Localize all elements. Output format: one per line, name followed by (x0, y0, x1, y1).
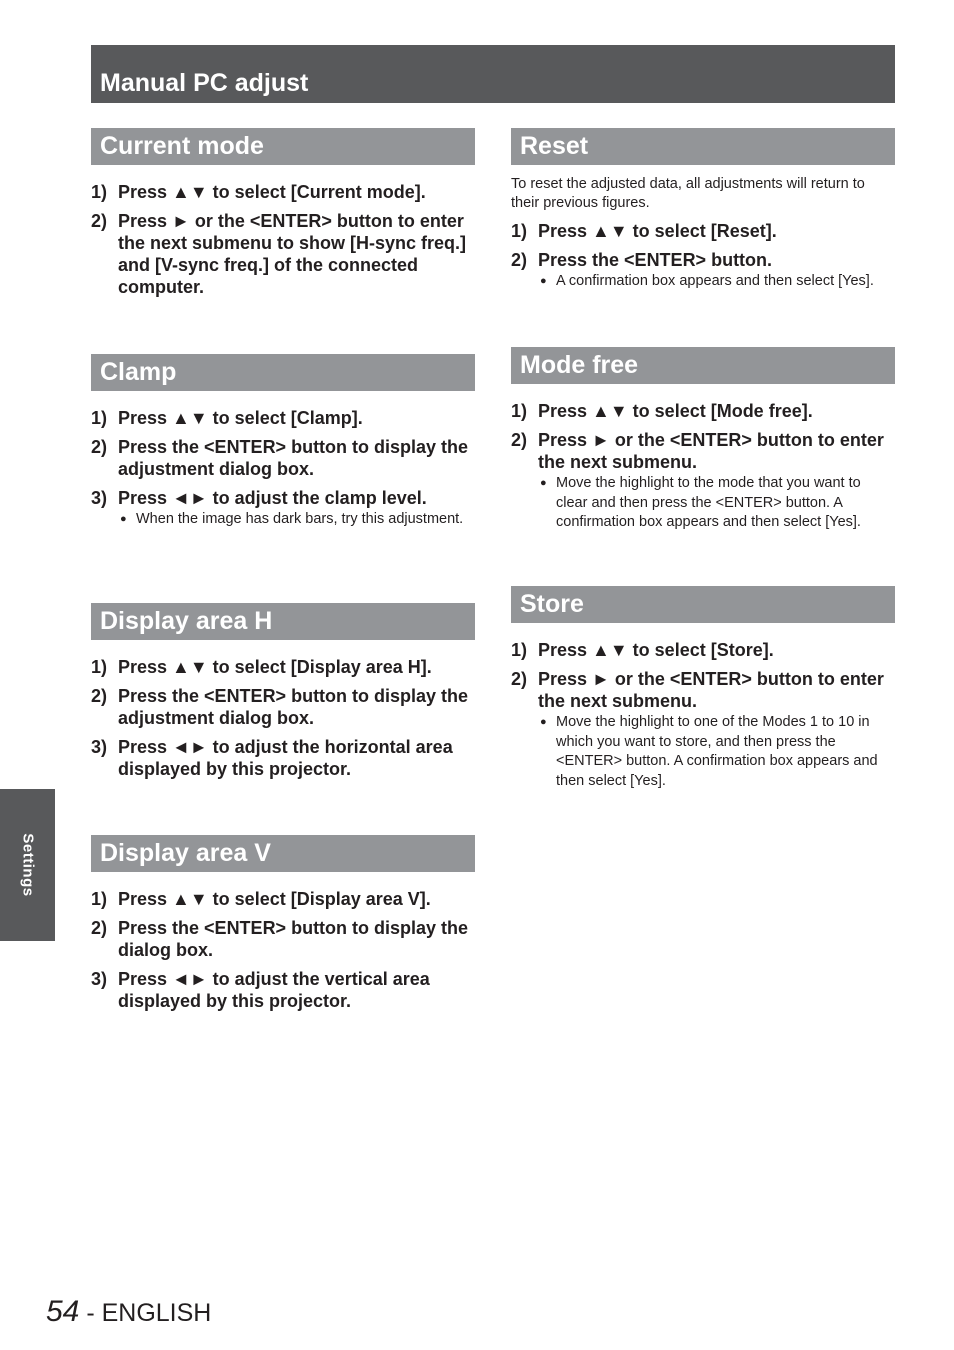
section-title: Clamp (91, 354, 475, 391)
step-text: Press ▲▼ to select [Current mode]. (118, 182, 426, 202)
section-title: Current mode (91, 128, 475, 165)
step-item (91, 888, 475, 910)
section-title: Reset (511, 128, 895, 165)
section-title: Mode free (511, 347, 895, 384)
step-list (511, 639, 895, 791)
step-item (91, 685, 475, 729)
step-item (91, 968, 475, 1012)
step-item (91, 436, 475, 480)
section-title: Store (511, 586, 895, 623)
step-list (91, 888, 475, 1012)
bullet-icon: ● (540, 716, 547, 728)
step-number: 1) (91, 889, 108, 909)
step-item (91, 487, 475, 530)
section-title: Display area V (91, 835, 475, 872)
step-item (91, 407, 475, 429)
section-display-area-v (91, 835, 475, 1019)
side-tab-label: Settings (19, 833, 36, 897)
section-title: Display area H (91, 603, 475, 640)
side-tab-settings (0, 789, 55, 941)
step-text: Press ▲▼ to select [Display area H]. (118, 657, 432, 677)
step-number: 2) (91, 211, 108, 231)
step-item (91, 210, 475, 298)
step-item (511, 668, 895, 791)
step-number: 1) (511, 640, 528, 660)
page-number: 54 (46, 1295, 80, 1328)
note-text: A confirmation box appears and then select [Yes]. (556, 273, 874, 289)
footer-language: - ENGLISH (79, 1299, 212, 1327)
step-number: 1) (91, 182, 108, 202)
note (538, 474, 895, 533)
step-number: 3) (91, 969, 108, 989)
step-list (511, 400, 895, 533)
note (118, 510, 475, 530)
step-number: 2) (91, 918, 108, 938)
bullet-icon: ● (120, 513, 127, 525)
step-text: Press ◄► to adjust the horizontal area displayed by this projector. (118, 737, 453, 779)
note-text: Move the highlight to one of the Modes 1 to 10 in which you want to store, and then press the <ENTER> button. A confirmation box appears and then select [Yes]. (556, 714, 878, 789)
step-text: Press the <ENTER> button to display the adjustment dialog box. (118, 437, 469, 479)
step-number: 1) (91, 657, 108, 677)
note-text: Move the highlight to the mode that you want to clear and then press the <ENTER> button. A confirmation box appears and then select [Yes]. (556, 475, 861, 530)
step-number: 3) (91, 488, 108, 508)
step-item (91, 917, 475, 961)
step-item (511, 220, 895, 242)
section-store (511, 586, 895, 798)
step-number: 1) (91, 408, 108, 428)
step-item (511, 639, 895, 661)
step-number: 2) (91, 437, 108, 457)
section-clamp (91, 354, 475, 537)
step-text: Press ► or the <ENTER> button to enter the next submenu to show [H-sync freq.] and [V-sync freq.] of the connected computer. (118, 211, 467, 297)
step-number: 1) (511, 401, 528, 421)
bullet-icon: ● (540, 275, 547, 287)
step-text: Press ◄► to adjust the vertical area displayed by this projector. (118, 969, 430, 1011)
step-text: Press ▲▼ to select [Clamp]. (118, 408, 363, 428)
step-number: 2) (511, 250, 528, 270)
step-list (91, 407, 475, 530)
page-title: Manual PC adjust (100, 69, 309, 97)
note (538, 713, 895, 791)
step-number: 2) (511, 430, 528, 450)
step-text: Press ▲▼ to select [Mode free]. (538, 401, 813, 421)
step-text: Press ► or the <ENTER> button to enter the next submenu. (538, 430, 884, 472)
step-text: Press the <ENTER> button. (538, 250, 773, 270)
section-current-mode (91, 128, 475, 305)
step-list (91, 656, 475, 780)
section-reset (511, 128, 895, 299)
step-text: Press ▲▼ to select [Display area V]. (118, 889, 431, 909)
step-text: Press the <ENTER> button to display the dialog box. (118, 918, 469, 960)
step-item (91, 656, 475, 678)
section-mode-free (511, 347, 895, 540)
step-number: 2) (511, 669, 528, 689)
page-header (91, 45, 895, 103)
step-number: 2) (91, 686, 108, 706)
intro-text: To reset the adjusted data, all adjustments will return to their previous figures. (511, 176, 865, 211)
step-text: Press ▲▼ to select [Reset]. (538, 221, 777, 241)
step-item (511, 400, 895, 422)
step-text: Press ▲▼ to select [Store]. (538, 640, 774, 660)
step-item (511, 249, 895, 292)
step-item (511, 429, 895, 533)
step-item (91, 181, 475, 203)
step-list (91, 181, 475, 298)
page-footer (46, 1297, 211, 1327)
step-list (511, 220, 895, 292)
step-item (91, 736, 475, 780)
note-text: When the image has dark bars, try this adjustment. (136, 511, 464, 527)
step-text: Press ► or the <ENTER> button to enter the next submenu. (538, 669, 884, 711)
step-text: Press the <ENTER> button to display the adjustment dialog box. (118, 686, 469, 728)
bullet-icon: ● (540, 477, 547, 489)
step-text: Press ◄► to adjust the clamp level. (118, 488, 427, 508)
note (538, 272, 895, 292)
step-number: 3) (91, 737, 108, 757)
section-display-area-h (91, 603, 475, 787)
step-number: 1) (511, 221, 528, 241)
